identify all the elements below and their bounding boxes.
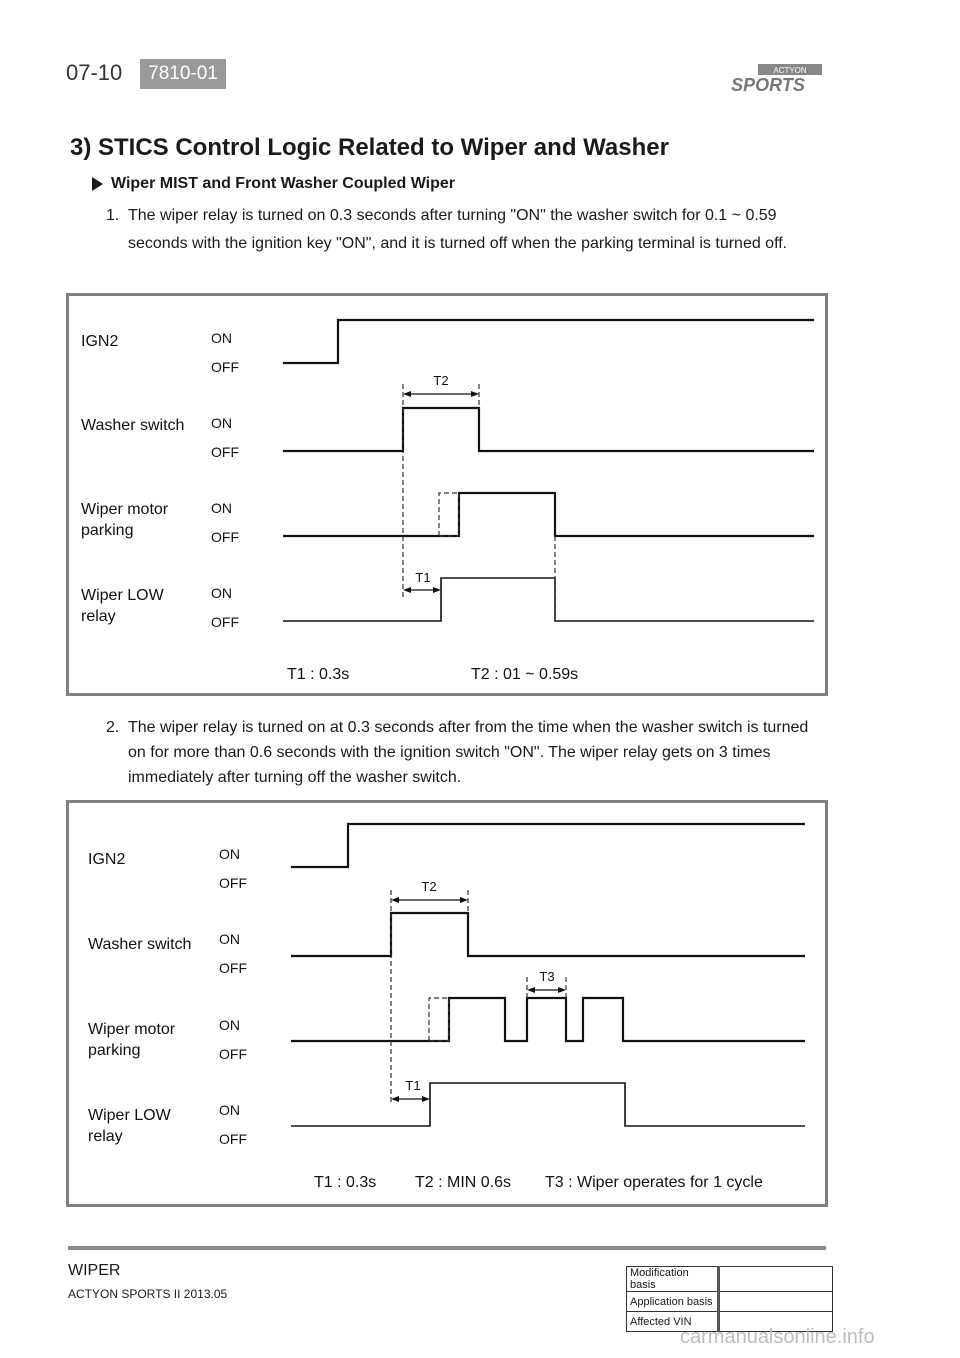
- watermark: carmanualsonline.info: [680, 1326, 875, 1348]
- washer-switch-label: Washer switch: [81, 417, 185, 434]
- svg-text:SPORTS: SPORTS: [731, 75, 805, 95]
- legend-t2: T2 : 01 ~ 0.59s: [471, 666, 579, 683]
- svg-text:OFF: OFF: [219, 1046, 247, 1062]
- step-number: 1.: [106, 207, 120, 224]
- t2-label: T2: [433, 373, 449, 388]
- table-row: [627, 1267, 833, 1292]
- svg-text:ON: ON: [211, 415, 232, 431]
- svg-text:ACTYON: ACTYON: [773, 66, 807, 75]
- svg-text:ON: ON: [211, 500, 232, 516]
- step-2: [106, 716, 826, 794]
- section-code-badge: 7810-01: [140, 59, 226, 89]
- wiper-motor-label: Wiper motor: [88, 1021, 176, 1038]
- section-title: 3) STICS Control Logic Related to Wiper and Washer: [70, 134, 669, 161]
- ign2-waveform: [283, 320, 814, 363]
- svg-text:OFF: OFF: [219, 1131, 247, 1147]
- svg-text:OFF: OFF: [211, 529, 239, 545]
- page-number: 07-10: [66, 60, 123, 85]
- step-1-line-2: seconds with the ignition key "ON", and it is turned off when the parking terminal is turned off.: [128, 235, 788, 252]
- parking-dashed-pulse: [429, 998, 449, 1041]
- t1-label: T1: [405, 1078, 421, 1093]
- parking-label: parking: [81, 522, 134, 539]
- ign2-waveform: [291, 824, 805, 867]
- modification-basis-label: Modification basis: [627, 1267, 719, 1292]
- step-2-line-3: immediately after turning off the washer switch.: [128, 769, 462, 786]
- actyon-sports-logo: [712, 62, 826, 96]
- legend-t2: T2 : MIN 0.6s: [415, 1174, 512, 1191]
- svg-text:ON: ON: [211, 330, 232, 346]
- parking-label: parking: [88, 1042, 141, 1059]
- svg-text:ON: ON: [219, 846, 240, 862]
- footer-subtitle: ACTYON SPORTS II 2013.05: [68, 1287, 228, 1301]
- affected-vin-label: Affected VIN: [627, 1312, 719, 1332]
- wiper-low-relay-waveform: [291, 1083, 805, 1126]
- footer-divider: [68, 1246, 826, 1250]
- svg-text:OFF: OFF: [219, 875, 247, 891]
- t3-arrow: [527, 987, 566, 993]
- legend-t3: T3 : Wiper operates for 1 cycle: [545, 1174, 763, 1191]
- svg-text:OFF: OFF: [211, 444, 239, 460]
- ign2-label: IGN2: [88, 851, 126, 868]
- relay-label: relay: [88, 1128, 123, 1145]
- step-2-line-2: on for more than 0.6 seconds with the ignition switch "ON". The wiper relay gets on 3 times: [128, 744, 771, 761]
- svg-text:ON: ON: [211, 585, 232, 601]
- footer-title: WIPER: [68, 1262, 121, 1279]
- svg-text:OFF: OFF: [219, 960, 247, 976]
- step-number: 2.: [106, 719, 120, 736]
- wiper-motor-waveform: [291, 998, 805, 1041]
- step-1-line-1: The wiper relay is turned on 0.3 seconds after turning "ON" the washer switch for 0.1 ~ 0.59: [128, 207, 777, 224]
- signal-labels: [88, 851, 191, 1145]
- svg-text:ON: ON: [219, 1017, 240, 1033]
- svg-text:OFF: OFF: [211, 614, 239, 630]
- wiper-low-label: Wiper LOW: [88, 1107, 171, 1124]
- signal-labels: [81, 333, 184, 625]
- table-row: [627, 1292, 833, 1312]
- svg-text:ON: ON: [219, 1102, 240, 1118]
- t2-label: T2: [421, 879, 437, 894]
- legend-t1: T1 : 0.3s: [287, 666, 350, 683]
- subheading: [92, 175, 455, 193]
- washer-switch-waveform: [291, 913, 805, 956]
- t3-label: T3: [539, 969, 555, 984]
- wiper-motor-label: Wiper motor: [81, 501, 169, 518]
- relay-label: relay: [81, 608, 116, 625]
- step-1: [106, 204, 826, 256]
- step-2-line-1: The wiper relay is turned on at 0.3 seconds after from the time when the washer switch is turned: [128, 719, 809, 736]
- triangle-bullet-icon: [92, 177, 103, 191]
- wiper-low-relay-waveform: [283, 578, 814, 621]
- ign2-label: IGN2: [81, 333, 119, 350]
- t1-arrow: [391, 1096, 430, 1102]
- t1-arrow: [403, 587, 441, 593]
- timing-diagram-1: [66, 293, 828, 696]
- wiper-low-label: Wiper LOW: [81, 587, 164, 604]
- parking-dashed-pulse: [439, 493, 459, 536]
- svg-text:OFF: OFF: [211, 359, 239, 375]
- modification-table: [626, 1266, 833, 1332]
- washer-switch-label: Washer switch: [88, 936, 192, 953]
- legend-t1: T1 : 0.3s: [314, 1174, 377, 1191]
- application-basis-value: [719, 1292, 833, 1312]
- modification-basis-value: [719, 1267, 833, 1292]
- t1-label: T1: [415, 570, 431, 585]
- t2-arrow: [403, 391, 479, 397]
- washer-switch-waveform: [283, 408, 814, 451]
- t2-arrow: [391, 897, 468, 903]
- state-labels: [219, 846, 247, 1147]
- timing-diagram-2: [66, 800, 828, 1207]
- wiper-motor-waveform: [283, 493, 814, 536]
- subheading-text: Wiper MIST and Front Washer Coupled Wiper: [111, 175, 456, 192]
- application-basis-label: Application basis: [627, 1292, 719, 1312]
- svg-text:ON: ON: [219, 931, 240, 947]
- state-labels: [211, 330, 239, 630]
